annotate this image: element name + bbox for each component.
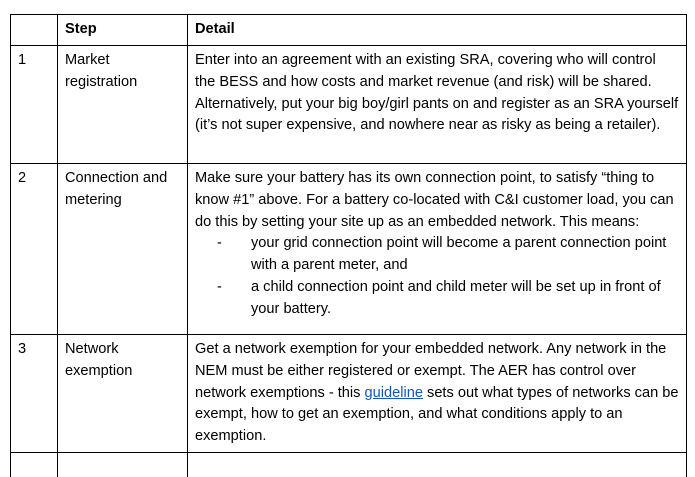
header-cell-step: Step: [58, 15, 188, 46]
step-number: 3: [11, 335, 58, 453]
step-detail: [188, 335, 687, 453]
table-row-clipped: [11, 453, 687, 477]
list-item: [195, 233, 679, 277]
step-number: 1: [11, 46, 58, 164]
step-name: Market registration: [58, 46, 188, 164]
detail-text: Get a network exemption for your embedded network. Any network in the NEM must be either registered or exempt. The AER has control over network exemptions - this: [195, 341, 667, 401]
step-name: Connection and metering: [58, 164, 188, 335]
detail-text: Enter into an agreement with an existing SRA, covering who will control the BESS and how costs and market revenue (and risk) will be shared. Alternatively, put your big boy/girl pants on and register as an SRA yourself (it’s not super expensive, and nowhere near as risky as being a retailer).: [195, 52, 679, 134]
list-item-text: a child connection point and child meter will be set up in front of your battery.: [251, 278, 661, 317]
detail-text: Make sure your battery has its own connection point, to satisfy “thing to know #1” above. For a battery co-located with C&I customer load, you can do this by setting your site up as an embedded network. This means:: [195, 170, 674, 230]
table-row-market-registration: [11, 46, 687, 164]
empty-cell: [11, 453, 58, 477]
list-item-text: your grid connection point will become a parent connection point with a parent meter, and: [251, 235, 667, 274]
table-row-connection-metering: [11, 164, 687, 335]
step-number: 2: [11, 164, 58, 335]
empty-cell: [188, 453, 687, 477]
header-cell-number: [11, 15, 58, 46]
step-detail: [188, 164, 687, 335]
empty-cell: [58, 453, 188, 477]
dash-bullet-marker: -: [217, 235, 222, 252]
list-item: [195, 277, 679, 321]
header-cell-detail: Detail: [188, 15, 687, 46]
detail-text: sets out what types of networks can be exempt, how to get an exemption, and what conditions apply to an exemption.: [195, 384, 679, 445]
step-name: Network exemption: [58, 335, 188, 453]
table-header-row: [11, 15, 687, 46]
dash-bullet-marker: -: [217, 278, 222, 295]
table-row-network-exemption: [11, 335, 687, 453]
guideline-link[interactable]: guideline: [364, 384, 423, 401]
steps-table: [10, 14, 687, 477]
step-detail: [188, 46, 687, 164]
